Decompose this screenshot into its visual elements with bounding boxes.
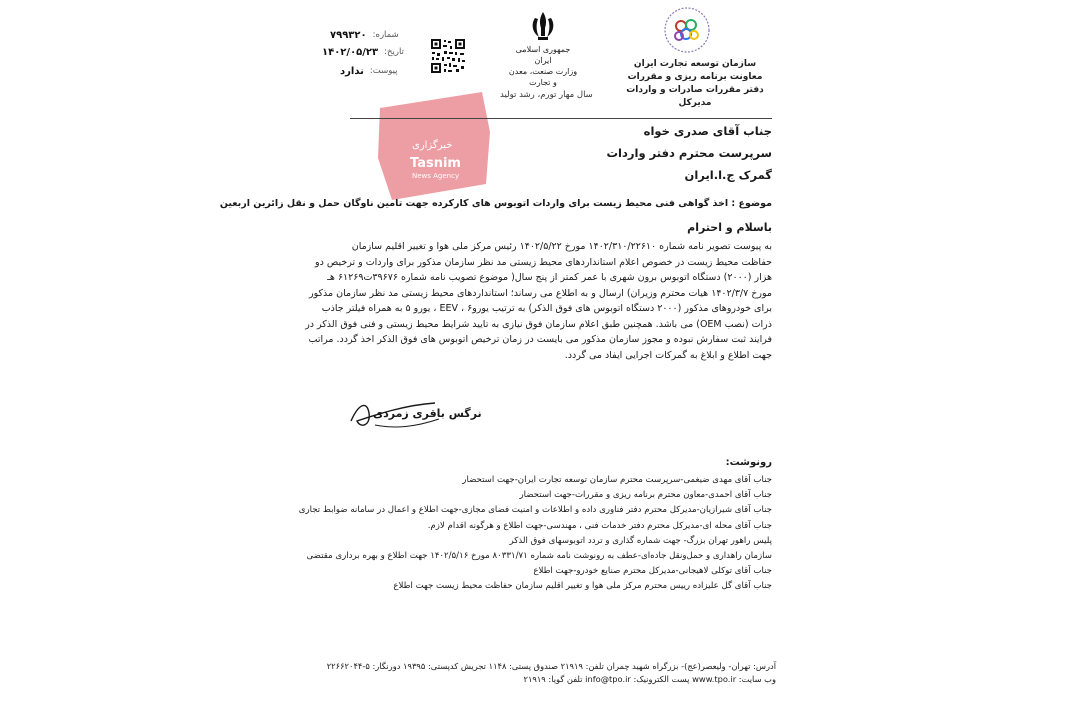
header-divider	[350, 118, 772, 119]
letter-attachment	[340, 66, 398, 77]
cc-item: جناب آقای توکلی لاهیجانی-مدیرکل محترم صنایع خودرو-جهت اطلاع	[533, 566, 772, 577]
footer-contact: وب سایت: www.tpo.ir پست الکترونیک: info@tpo.ir تلفن گویا: ۲۱۹۱۹	[523, 674, 776, 684]
date-value: ۱۴۰۲/۰۵/۲۳	[322, 47, 379, 58]
cc-item: جناب آقای محله ای-مدیرکل محترم دفتر خدمات فنی ، مهندسی-جهت اطلاع و هرگونه اقدام لازم.	[427, 520, 772, 531]
tpo-logo-icon	[651, 6, 723, 58]
letter-date	[322, 47, 404, 58]
cc-item: سازمان راهداری و حمل‌ونقل جاده‌ای-عطف به رونوشت نامه شماره ۸۰۳۳۱/۷۱ مورخ ۱۴۰۲/۵/۱۶ جهت اطلاع و بهره برداری مقتضی	[306, 551, 772, 562]
org-line-3: دفتر مقررات صادرات و واردات	[626, 85, 764, 95]
cc-item: جناب آقای گل علیزاده رییس محترم مرکز ملی هوا و تغییر اقلیم سازمان حفاظت محیط زیست جهت اطلاع	[393, 581, 772, 592]
number-label: شماره:	[372, 30, 399, 40]
letter-subject: موضوع : اخذ گواهی فنی محیط زیست برای واردات اتوبوس های کارکرده جهت تامین ناوگان حمل و نقل زائرین اربعین	[219, 198, 772, 209]
body-line: به پیوست تصویر نامه شماره ۱۴۰۲/۳۱۰/۲۲۶۱۰ مورخ ۱۴۰۲/۵/۲۲ رئیس مرکز ملی هوا و تغییر اقلیم سازمان	[351, 241, 772, 252]
year-slogan: سال مهار تورم، رشد تولید	[500, 90, 593, 100]
ministry-line-2: وزارت صنعت، معدن و تجارت	[508, 67, 578, 87]
cc-list	[298, 473, 772, 595]
cc-item: جناب آقای احمدی-معاون محترم برنامه ریزی و مقررات-جهت استحضار	[519, 490, 772, 501]
organization-name	[620, 58, 770, 110]
body-line: هزار (۲۰۰۰) دستگاه اتوبوس برون شهری با عمر کمتر از پنج سال( موضوع تصویب نامه شماره ۳۹۶۷۶ت۶۱۲۶۹ هـ	[327, 272, 772, 283]
signatory-name: نرگس باقری زمردی	[373, 407, 482, 420]
attachment-label: پیوست:	[369, 66, 398, 76]
body-line: برای خودروهای مذکور (۲۰۰۰ دستگاه اتوبوس های فوق الذکر) به ترتیب یورو۶ ، EEV ، یورو ۵ به همراه فیلتر جاذب	[321, 303, 772, 314]
ministry-line-1: جمهوری اسلامی ایران	[515, 45, 571, 65]
letter-number	[330, 30, 399, 41]
org-line-2: معاونت برنامه ریزی و مقررات	[627, 72, 763, 82]
cc-item: پلیس راهور تهران بزرگ- جهت شماره گذاری و تردد اتوبوسهای فوق الذکر	[509, 535, 772, 546]
body-line: جهت اطلاع و ابلاغ به گمرکات اجرایی ایفاد می گردد.	[564, 349, 772, 361]
addressee-name: جناب آقای صدری خواه	[643, 124, 772, 138]
cc-title: رونوشت:	[725, 457, 772, 468]
cc-item: جناب آقای شیرازیان-مدیرکل محترم دفتر فناوری داده و اطلاعات و امنیت فضای مجازی-جهت اطلاع و اعمال در سامانه ضوابط تجاری	[298, 505, 772, 516]
iran-emblem-icon	[528, 10, 558, 42]
tasnim-watermark	[372, 88, 496, 204]
letter-footer	[316, 660, 776, 686]
qr-code-icon	[430, 38, 466, 74]
ministry-name	[506, 44, 580, 88]
body-line: مورخ ۱۴۰۲/۳/۷ هیات محترم وزیران) ارسال و به اطلاع می رساند؛ استانداردهای محیط زیستی مد نظر سازمان مذکور	[309, 287, 772, 299]
letter-body	[305, 239, 772, 363]
footer-address: آدرس: تهران- ولیعصر(عج)- بزرگراه شهید چمران تلفن: ۲۱۹۱۹ صندوق پستی: ۱۱۴۸ تجریش کدپستی: ۱۹۳۹۵ دورنگار: ۵-۲۲۶۶۲۰۴۴	[326, 661, 776, 671]
watermark-brand-sub: News Agency	[412, 172, 460, 180]
attachment-value: ندارد	[340, 66, 364, 77]
date-label: تاریخ:	[384, 47, 404, 57]
body-line: ذرات (نصب OEM) می باشد. همچنین طبق اعلام سازمان فوق نیازی به تایید شرایط محیط زیستی و فنی فوق الذکر در	[305, 318, 772, 330]
salutation: باسلام و احترام	[687, 221, 772, 234]
body-line: فرایند ثبت سفارش نبوده و مجوز سازمان مذکور می بایست در زمان ترخیص اتوبوس های فوق الذکر اخذ گردد. مراتب	[308, 334, 772, 345]
body-line: حفاظت محیط زیست در خصوص اعلام استانداردهای محیط زیستی مد نظر سازمان مذکور برای واردات و ترخیص دو	[314, 256, 772, 268]
addressee-org: گمرک ج.ا.ایران	[684, 168, 772, 182]
org-line-4: مدیرکل	[678, 98, 712, 108]
watermark-brand-fa: خبرگزاری	[412, 140, 453, 151]
number-value: ۷۹۹۳۲۰	[330, 30, 367, 41]
cc-item: جناب آقای مهدی ضیغمی-سرپرست محترم سازمان توسعه تجارت ایران-جهت استحضار	[462, 475, 772, 485]
addressee-title: سرپرست محترم دفتر واردات	[606, 146, 772, 160]
watermark-brand-en: Tasnim	[410, 156, 461, 171]
org-line-1: سازمان توسعه تجارت ایران	[633, 59, 757, 69]
